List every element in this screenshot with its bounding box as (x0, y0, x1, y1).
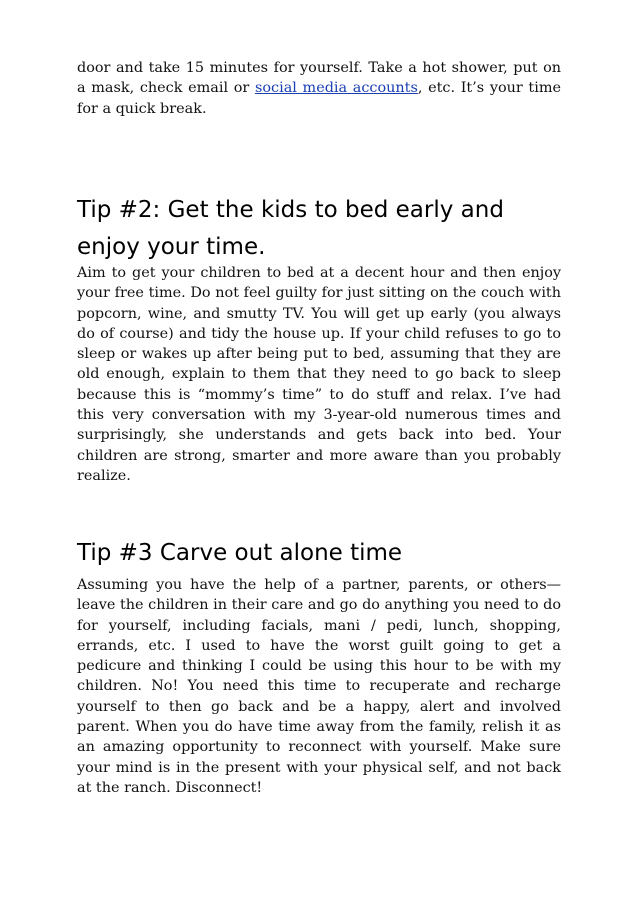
social-media-accounts-link[interactable]: social media accounts (254, 80, 418, 97)
tip2-paragraph: Aim to get your children to bed at a decent hour and then enjoy your free time. Do not feel guilty for just sitting on the couch with popcorn, wine, and smutty TV. You will get up early (you always do of course) and tidy the house up. If your child refuses to go to sleep or wakes up after being put to bed, assuming that they are old enough, explain to them that they need to go back to sleep because this is “mommy’s time” to do stuff and relax. I’ve had this very conversation with my 3-year-old numerous times and surprisingly, she understands and gets back into bed. Your children are strong, smarter and more aware than you probably realize. (77, 265, 561, 484)
tip1-paragraph (77, 58, 561, 119)
tip3-paragraph: Assuming you have the help of a partner, parents, or others— leave the children in their care and go do anything you need to do for yourself, including facials, mani / pedi, lunch, shopping, errands, etc. I used to have the worst guilt going to get a pedicure and thinking I could be using this hour to be with my children. No! You need this time to recuperate and recharge yourself to then go back and be a happy, alert and involved parent. When you do have time away from the family, relish it as an amazing opportunity to reconnect with yourself. Make sure your mind is in the present with your physical self, and not back at the ranch. Disconnect! (77, 577, 561, 796)
tip3-heading: Tip #3 Carve out alone time (77, 540, 403, 566)
tip1-text-before-link: door and take 15 minutes for yourself. Take a hot shower, put on a mask, check email or (77, 60, 561, 97)
tip1-text-after-link: , etc. It’s your time for a quick break. (77, 80, 561, 117)
tip2-heading: Tip #2: Get the kids to bed early and enjoy your time. (77, 197, 504, 260)
